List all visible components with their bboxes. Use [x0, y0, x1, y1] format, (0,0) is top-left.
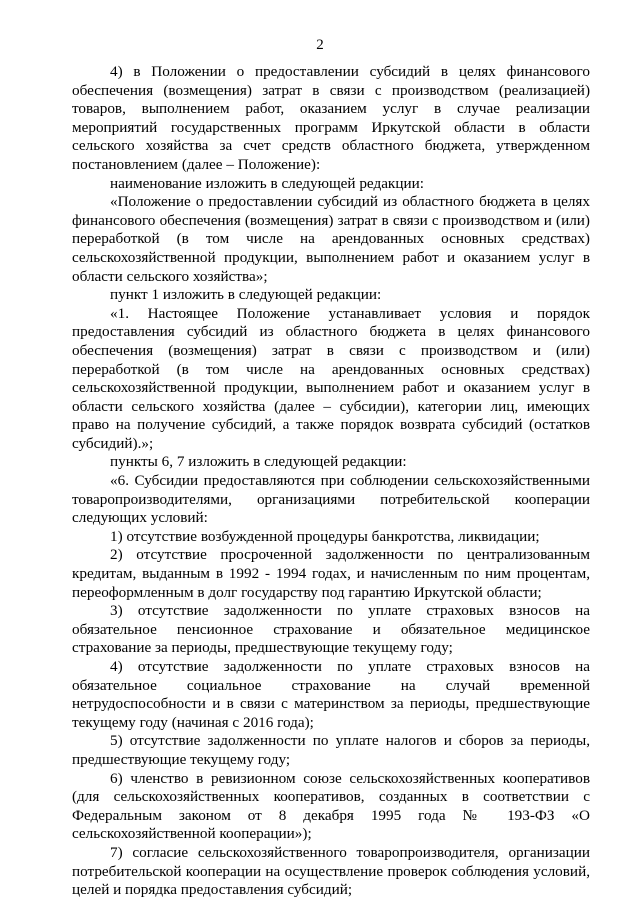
paragraph-points67-instruction: пункты 6, 7 изложить в следующей редакции:	[110, 453, 407, 471]
list-item-condition-2: 2) отсутствие просроченной задолженности по централизованным кредитам, выданным в 1992 - 1994 годах, и начисленным по ним процентам, переоформленным в долг государству под гарантию Иркутской области;	[72, 546, 590, 601]
paragraph-point6-text: «6. Субсидии предоставляются при соблюдении сельскохозяйственными товаропроизводителями, организациями потребительской кооперации следующих условий:	[72, 472, 590, 527]
paragraph-point1-instruction: пункт 1 изложить в следующей редакции:	[110, 286, 382, 304]
list-item-condition-7: 7) согласие сельскохозяйственного товаропроизводителя, организации потребительской кооперации на осуществление проверок соблюдения условий, целей и порядка предоставления субсидий;	[72, 843, 590, 899]
list-item-condition-6: 6) членство в ревизионном союзе сельскохозяйственных кооперативов (для сельскохозяйственных кооперативов, созданных в соответствии с Федеральным законом от 8 декабря 1995 года № 193-ФЗ «О сельскохозяйственной кооперации»);	[72, 769, 590, 843]
list-item-condition-1: 1) отсутствие возбужденной процедуры банкротства, ликвидации;	[110, 527, 540, 545]
paragraph-new-title: «Положение о предоставлении субсидий из областного бюджета в целях финансового обеспечения (возмещения) затрат в связи с производством и (или) переработкой (в том числе на арендованных основных средствах) сельскохозяйственной продукции, выполнением работ и оказанием услуг в области сельского хозяйства»;	[72, 193, 590, 285]
paragraph-point1-text: «1. Настоящее Положение устанавливает условия и порядок предоставления субсидий из областного бюджета в целях финансового обеспечения (возмещения) затрат в связи с производством и (или) переработкой (в том числе на арендованных основных средствах) сельскохозяйственной продукции, выполнением работ и оказанием услуг в области сельского хозяйства (далее – субсидии), категории лиц, имеющих право на получение субсидий, а также порядок возврата субсидий (остатков субсидий).»;	[72, 304, 590, 452]
list-item-condition-4: 4) отсутствие задолженности по уплате страховых взносов на обязательное социальное страхование на случай временной нетрудоспособности и в связи с материнством за периоды, предшествующие текущему году (начиная с 2016 года);	[72, 658, 590, 731]
paragraph-title-instruction: наименование изложить в следующей редакции:	[110, 174, 424, 192]
document-body	[72, 63, 590, 900]
page-number: 2	[316, 37, 324, 53]
list-item-condition-3: 3) отсутствие задолженности по уплате страховых взносов на обязательное пенсионное страхование и обязательное медицинское страхование за периоды, предшествующие текущему году;	[72, 602, 590, 657]
paragraph-amendment-4: 4) в Положении о предоставлении субсидий в целях финансового обеспечения (возмещения) затрат в связи с производством (реализацией) товаров, выполнением работ, оказанием услуг в случае реализации мероприятий государственных программ Иркутской области в области сельского хозяйства за счет средств областного бюджета, утвержденном постановлением (далее – Положение):	[72, 63, 590, 173]
list-item-condition-5: 5) отсутствие задолженности по уплате налогов и сборов за периоды, предшествующие текущему году;	[72, 732, 590, 768]
